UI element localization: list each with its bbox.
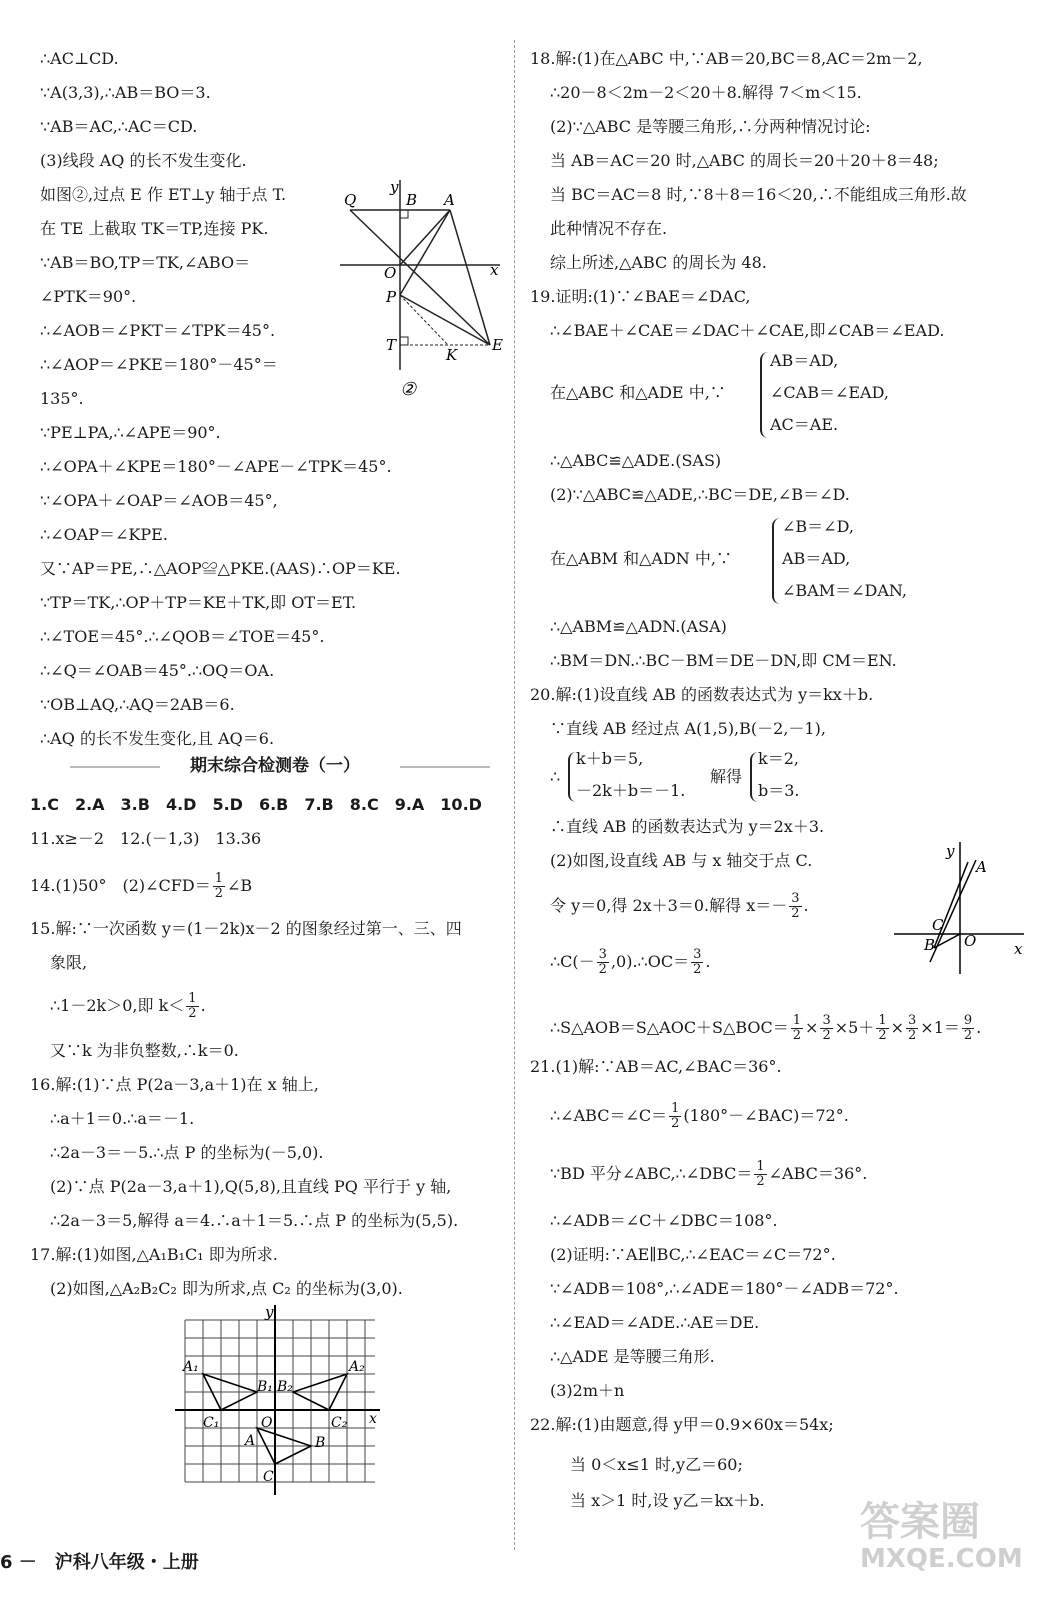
text-line: ∵A(3,3),∴AB＝BO＝3. bbox=[40, 83, 211, 102]
text-line: (2)∵点 P(2a－3,a＋1),Q(5,8),且直线 PQ 平行于 y 轴, bbox=[50, 1177, 452, 1196]
fraction: $\frac{3}{2}$ bbox=[791, 891, 800, 921]
label-o: O bbox=[384, 264, 397, 282]
label-b1: B₁ bbox=[257, 1379, 273, 1395]
answers-row: 1.C 2.A 3.B 4.D 5.D 6.B 7.B 8.C 9.A 10.D bbox=[30, 795, 482, 814]
text-line: ∴∠Q＝∠OAB＝45°.∴OQ＝OA. bbox=[40, 661, 275, 680]
label-y: y bbox=[265, 1305, 274, 1321]
system-line: AB＝AD, bbox=[782, 549, 851, 568]
label-c: C bbox=[932, 916, 944, 934]
q15-line-3: ∴1－2k＞0,即 k＜ $\frac{1}{2}$ . bbox=[50, 991, 206, 1021]
text-line: (3)线段 AQ 的长不发生变化. bbox=[40, 151, 247, 170]
line-graph-figure bbox=[894, 842, 1034, 978]
text-line: ∠PTK＝90°. bbox=[40, 287, 137, 306]
text-line: ∵∠OPA＋∠OAP＝∠AOB＝45°, bbox=[40, 491, 278, 510]
label-c2: C₂ bbox=[331, 1415, 348, 1431]
label-a: A bbox=[976, 858, 987, 876]
text-line: 18.解:(1)在△ABC 中,∵AB＝20,BC＝8,AC＝2m－2, bbox=[530, 49, 923, 68]
text-line: (2)如图,设直线 AB 与 x 轴交于点 C. bbox=[550, 851, 813, 870]
fraction: $\frac{1}{2}$ bbox=[188, 991, 197, 1021]
text-line: 又∵k 为非负整数,∴k＝0. bbox=[50, 1041, 239, 1060]
q14-suffix: ∠B bbox=[227, 876, 253, 895]
text-line: 当 0＜x≤1 时,y乙＝60; bbox=[570, 1455, 743, 1474]
text-line: (2)∵△ABC≌△ADE,∴BC＝DE,∠B＝∠D. bbox=[550, 485, 850, 504]
watermark-logo: 答案圈 MXQE.COM bbox=[860, 1499, 1023, 1574]
system-line: AC＝AE. bbox=[770, 415, 839, 434]
label-c: C bbox=[263, 1469, 274, 1485]
text-line: 在 TE 上截取 TK＝TP,连接 PK. bbox=[40, 219, 269, 238]
text-line: 在△ABC 和△ADE 中,∵ bbox=[550, 383, 726, 402]
label-x: x bbox=[490, 261, 499, 279]
text-line: 16.解:(1)∵点 P(2a－3,a＋1)在 x 轴上, bbox=[30, 1075, 319, 1094]
system-line: ∠CAB＝∠EAD, bbox=[770, 383, 889, 402]
text-line: ∵OB⊥AQ,∴AQ＝2AB＝6. bbox=[40, 695, 235, 714]
text-line: 当 AB＝AC＝20 时,△ABC 的周长＝20＋20＋8＝48; bbox=[550, 151, 939, 170]
text-line: ∵PE⊥PA,∴∠APE＝90°. bbox=[40, 423, 221, 442]
text-line: 17.解:(1)如图,△A₁B₁C₁ 即为所求. bbox=[30, 1245, 278, 1264]
q20-line-6: ∴C(－ $\frac{3}{2}$ ,0).∴OC＝ $\frac{3}{2}$ . bbox=[550, 947, 711, 977]
label-a2: A₂ bbox=[349, 1359, 365, 1375]
text-line: ∴∠TOE＝45°.∴∠QOB＝∠TOE＝45°. bbox=[40, 627, 325, 646]
text-line: ∴2a－3＝5,解得 a＝4.∴a＋1＝5.∴点 P 的坐标为(5,5). bbox=[50, 1211, 459, 1230]
figure-caption: ② bbox=[400, 379, 417, 400]
text-line: 135°. bbox=[40, 389, 84, 408]
text-line: ∵∠ADB＝108°,∴∠ADE＝180°－∠ADB＝72°. bbox=[550, 1279, 899, 1298]
coordinate-grid-figure bbox=[175, 1305, 385, 1505]
text-line: (2)如图,△A₂B₂C₂ 即为所求,点 C₂ 的坐标为(3,0). bbox=[50, 1279, 403, 1298]
column-divider bbox=[514, 40, 515, 1550]
label-b: B bbox=[406, 191, 418, 209]
system-line: k＝2, bbox=[758, 749, 799, 768]
text-line: 21.(1)解:∵AB＝AC,∠BAC＝36°. bbox=[530, 1057, 782, 1076]
text-line: 22.解:(1)由题意,得 y甲＝0.9×60x＝54x; bbox=[530, 1415, 834, 1434]
brace bbox=[750, 752, 758, 802]
q20-line-7: ∴S△AOB＝S△AOC＋S△BOC＝ $\frac{1}{2}$ × $\frac{3}{2}$ ×5＋ $\frac{1}{2}$ × $\frac{3}{2}$ ×1＝ $\frac{9}{2}$ . bbox=[550, 1013, 982, 1043]
text-line: ∵直线 AB 经过点 A(1,5),B(－2,－1), bbox=[550, 719, 826, 738]
system-line: b＝3. bbox=[758, 781, 800, 800]
section-title: 期末综合检测卷（一） bbox=[40, 752, 510, 780]
label-x: x bbox=[369, 1411, 377, 1427]
text-line: ∴AQ 的长不发生变化,且 AQ＝6. bbox=[40, 729, 275, 748]
label-a1: A₁ bbox=[183, 1359, 199, 1375]
system-line: ∠B＝∠D, bbox=[782, 517, 854, 536]
q14-line bbox=[30, 872, 252, 901]
text-line: 19.证明:(1)∵∠BAE＝∠DAC, bbox=[530, 287, 751, 306]
label-p: P bbox=[386, 288, 397, 306]
text-line: 如图②,过点 E 作 ET⊥y 轴于点 T. bbox=[40, 185, 287, 204]
system-line: AB＝AD, bbox=[770, 351, 839, 370]
text-line: 综上所述,△ABC 的周长为 48. bbox=[550, 253, 767, 272]
text-line: ∵TP＝TK,∴OP＋TP＝KE＋TK,即 OT＝ET. bbox=[40, 593, 357, 612]
text-line: ∴20－8＜2m－2＜20＋8.解得 7＜m＜15. bbox=[550, 83, 862, 102]
text-line: ∴∠EAD＝∠ADE.∴AE＝DE. bbox=[550, 1313, 760, 1332]
text-line: 当 x＞1 时,设 y乙＝kx＋b. bbox=[570, 1491, 765, 1510]
text-line: ∴∠ADB＝∠C＋∠DBC＝108°. bbox=[550, 1211, 778, 1230]
label-y: y bbox=[946, 842, 955, 860]
label-e: E bbox=[492, 336, 503, 354]
text-line: ∴∠OPA＋∠KPE＝180°－∠APE－∠TPK＝45°. bbox=[40, 457, 392, 476]
answers-row-2: 11.x≥－2 12.(－1,3) 13.36 bbox=[30, 829, 262, 848]
text-line: ∴△ABC≌△ADE.(SAS) bbox=[550, 451, 722, 470]
geometry-figure-2 bbox=[340, 180, 510, 410]
q21-line-3: ∵BD 平分∠ABC,∴∠DBC＝ $\frac{1}{2}$ ∠ABC＝36°. bbox=[550, 1159, 868, 1189]
label-o: O bbox=[964, 932, 977, 950]
label-c1: C₁ bbox=[203, 1415, 220, 1431]
text-line: 解得 bbox=[710, 767, 743, 786]
label-q: Q bbox=[344, 191, 357, 209]
q20-line-5: 令 y＝0,得 2x＋3＝0.解得 x＝－ $\frac{3}{2}$ . bbox=[550, 891, 809, 921]
label-k: K bbox=[446, 346, 458, 364]
label-b: B bbox=[924, 936, 936, 954]
label-a: A bbox=[245, 1433, 256, 1449]
text-line: 15.解:∵一次函数 y＝(1－2k)x－2 的图象经过第一、三、四 bbox=[30, 919, 462, 938]
text-line: (3)2m＋n bbox=[550, 1381, 625, 1400]
text-line: 象限, bbox=[50, 953, 88, 972]
text-line: ∴△ADE 是等腰三角形. bbox=[550, 1347, 715, 1366]
label-o: O bbox=[261, 1415, 273, 1431]
text-line: ∴BM＝DN.∴BC－BM＝DE－DN,即 CM＝EN. bbox=[550, 651, 897, 670]
label-t: T bbox=[386, 336, 397, 354]
text-line: 20.解:(1)设直线 AB 的函数表达式为 y＝kx＋b. bbox=[530, 685, 874, 704]
page-footer: 6 － 沪科八年级・上册 bbox=[0, 1552, 199, 1573]
text-line: ∴△ABM≌△ADN.(ASA) bbox=[550, 617, 727, 636]
brace bbox=[772, 518, 780, 604]
text-line: ∴∠AOP＝∠PKE＝180°－45°＝ bbox=[40, 355, 278, 374]
text-line: ∴a＋1＝0.∴a＝－1. bbox=[50, 1109, 195, 1128]
text-line: ∴∠BAE＋∠CAE＝∠DAC＋∠CAE,即∠CAB＝∠EAD. bbox=[550, 321, 945, 340]
q21-line-2: ∴∠ABC＝∠C＝ $\frac{1}{2}$ (180°－∠BAC)＝72°. bbox=[550, 1101, 849, 1131]
brace bbox=[760, 352, 768, 438]
system-line: ∠BAM＝∠DAN, bbox=[782, 581, 907, 600]
text-line: ∴直线 AB 的函数表达式为 y＝2x＋3. bbox=[550, 817, 825, 836]
text-line: ∵AB＝AC,∴AC＝CD. bbox=[40, 117, 198, 136]
brace bbox=[568, 752, 576, 802]
label-b: B bbox=[315, 1435, 326, 1451]
system-line: －2k＋b＝－1. bbox=[576, 781, 686, 800]
text-line: (2)证明:∵AE∥BC,∴∠EAC＝∠C＝72°. bbox=[550, 1245, 836, 1264]
text-line: ∴AC⊥CD. bbox=[40, 49, 119, 68]
text-line: 在△ABM 和△ADN 中,∵ bbox=[550, 549, 732, 568]
text-line: ∴∠AOB＝∠PKT＝∠TPK＝45°. bbox=[40, 321, 276, 340]
text-line: 当 BC＝AC＝8 时,∵8＋8＝16＜20,∴不能组成三角形.故 bbox=[550, 185, 967, 204]
text-line: 又∵AP＝PE,∴△AOP≌△PKE.(AAS)∴OP＝KE. bbox=[40, 559, 401, 578]
text-line: 此种情况不存在. bbox=[550, 219, 668, 238]
text-line: ∵AB＝BO,TP＝TK,∠ABO＝ bbox=[40, 253, 251, 272]
system-line: k＋b＝5, bbox=[576, 749, 644, 768]
label-y: y bbox=[390, 180, 399, 196]
fraction: $\frac{1}{2}$ bbox=[214, 871, 223, 901]
q14-text: 14.(1)50° (2)∠CFD＝ bbox=[30, 876, 211, 895]
label-x: x bbox=[1014, 940, 1023, 958]
label-b2: B₂ bbox=[277, 1379, 293, 1395]
text-line: ∴∠OAP＝∠KPE. bbox=[40, 525, 168, 544]
label-a: A bbox=[444, 191, 455, 209]
text-line: ∴ bbox=[550, 767, 561, 786]
text-line: ∴2a－3＝－5.∴点 P 的坐标为(－5,0). bbox=[50, 1143, 324, 1162]
text-line: (2)∵△ABC 是等腰三角形,∴分两种情况讨论: bbox=[550, 117, 871, 136]
